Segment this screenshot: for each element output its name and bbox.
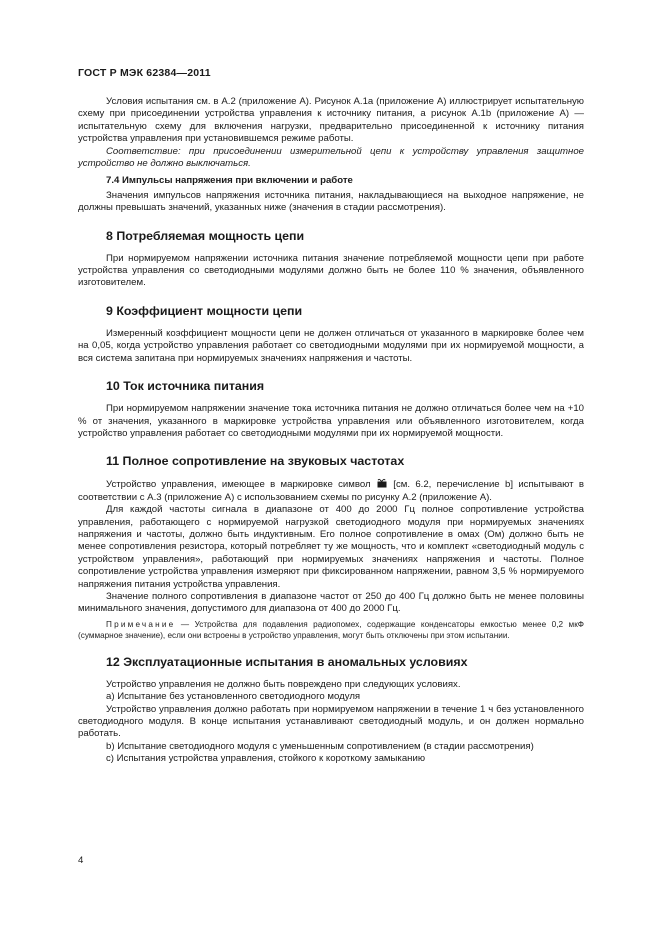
paragraph: Устройство управления должно работать при нормируемом напряжении в течение 1 ч без установленного светодиодного модуля. В конце испытания устанавливают светодиодный модуль, и он должен нормально работать.	[78, 703, 584, 740]
paragraph-with-symbol	[78, 478, 584, 504]
paragraph-text: [см. 6.2, перечисление b] испытывают в соответствии с А.3 (приложение А) с использованием схемы по рисунку А.2 (приложение А).	[78, 479, 584, 503]
paragraph-text: Устройство управления, имеющее в маркировке символ	[106, 479, 371, 491]
paragraph: При нормируемом напряжении источника питания значение потребляемой мощности цепи при работе устройства управления со светодиодными модулями должно быть не более 110 % значения, объявленного изготовителем.	[78, 252, 584, 289]
paragraph: При нормируемом напряжении значение тока источника питания не должно отличаться более чем на +10 % от значения, указанного в маркировке устройства управления или объявленного изготовителем, когда устройство управления работает со светодиодными модулями при их нормируемой мощности.	[78, 403, 584, 439]
page-number: 4	[78, 855, 84, 866]
note	[78, 619, 584, 641]
note-text: — Устройства для подавления радиопомех, содержащие конденсаторы емкостью менее 0,2 мкФ (суммарное значение), если они встроены в устройство управления, могут быть отключены при этом испытании.	[78, 619, 584, 640]
paragraph: Устройство управления не должно быть повреждено при следующих условиях.	[106, 678, 461, 690]
note-label: Примечание	[106, 619, 176, 629]
paragraph: Для каждой частоты сигнала в диапазоне от 400 до 2000 Гц полное сопротивление устройства управления, работающего с нормируемой нагрузкой светодиодного модуля при нормируемых значениях напряжения и частоты, должно быть индуктивным. Его полное сопротивление в омах (Ом) должно быть не менее сопротивления резистора, который потребляет ту же мощность, что и комплект «светодиодный модуль с устройством управления», работающий при нормируемых значениях напряжения и частоты. Полное сопротивление устройства управления измеряют при фиксированном напряжении, равном 3,5 % нормируемого напряжения питания устройства управления.	[78, 504, 584, 590]
list-item-a: а) Испытание без установленного светодиодного модуля	[106, 691, 361, 703]
section-title-9: 9 Коэффициент мощности цепи	[106, 303, 303, 318]
paragraph: Измеренный коэффициент мощности цепи не должен отличаться от указанного в маркировке более чем на 0,05, когда устройство управления работает со светодиодными модулями при их нормируемой мощности, а вся система запитана при нормируемых значениях напряжения и частоты.	[78, 327, 584, 364]
paragraph: Значения импульсов напряжения источника питания, накладывающиеся на выходное напряжение, не должны превышать значений, указанных ниже (значения в стадии рассмотрения).	[78, 189, 584, 214]
paragraph: Значение полного сопротивления в диапазоне частот от 250 до 400 Гц должно быть не менее половины минимального значения, допустимого для диапазона от 400 до 2000 Гц.	[78, 590, 584, 615]
audio-frequency-impedance-symbol-icon	[377, 478, 387, 488]
standard-code: ГОСТ Р МЭК 62384—2011	[78, 67, 211, 79]
list-item-b: b) Испытание светодиодного модуля с уменьшенным сопротивлением (в стадии рассмотрения)	[106, 740, 534, 752]
section-title-10: 10 Ток источника питания	[106, 379, 265, 394]
compliance-paragraph: Соответствие: при присоединении измерительной цепи к устройству управления защитное устройство не должно выключаться.	[78, 145, 584, 170]
section-title-8: 8 Потребляемая мощность цепи	[106, 228, 305, 243]
section-title-12: 12 Эксплуатационные испытания в аномальных условиях	[106, 654, 468, 669]
subsection-title-7-4: 7.4 Импульсы напряжения при включении и работе	[106, 175, 353, 187]
section-title-11: 11 Полное сопротивление на звуковых частотах	[106, 454, 405, 469]
page-content	[78, 96, 584, 766]
paragraph: Условия испытания см. в А.2 (приложение А). Рисунок А.1а (приложение А) иллюстрирует испытательную схему при присоединении устройства управления к источнику питания, а рисунок А.1b (приложение А) — испытательную схему для включения нагрузки, предварительно присоединенной к источнику питания устройства управления при установившемся режиме работы.	[78, 96, 584, 145]
list-item-c: c) Испытания устройства управления, стойкого к короткому замыканию	[106, 753, 426, 765]
